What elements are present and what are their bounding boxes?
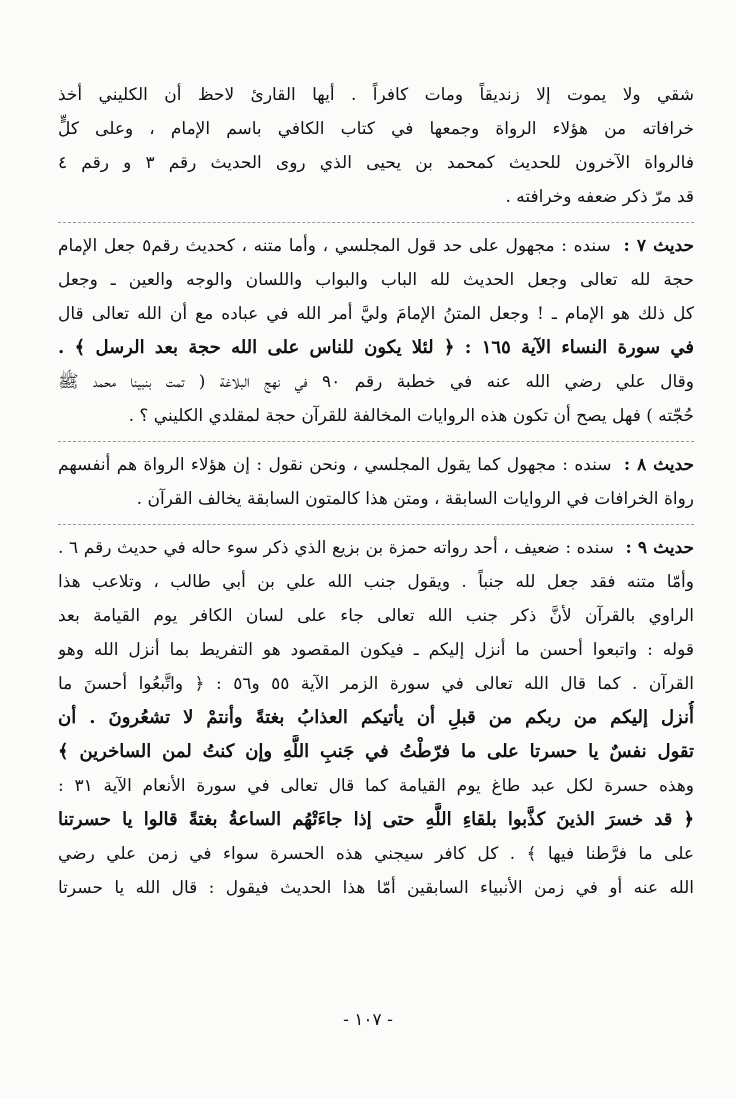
text-line: على ما فرَّطنا فيها ﴾ . كل كافر سيجني هذه الحسرة سواء في زمن علي رضي xyxy=(58,844,694,864)
section-divider xyxy=(58,441,694,442)
hadith-heading: حديث ٨ : xyxy=(623,455,694,475)
text-line: حجة لله تعالى وجعل الحديث لله الباب والبواب واللسان والوجه والعين ـ وجعل xyxy=(58,270,694,290)
text-line: سنده : مجهول كما يقول المجلسي ، ونحن نقول : إن هؤلاء الرواة هم أنفسهم xyxy=(58,455,612,475)
hadith-9-section xyxy=(58,531,694,905)
quran-verse-line: أُنزل إليكم من ربكم من قبلِ أن يأتيكم العذابُ بغتةً وأنتمْ لا تشعُرونَ . أن xyxy=(58,707,694,728)
text-line: كل ذلك هو الإمام ـ ! وجعل المتنُ الإمامَ وليَّ أمر الله في عباده مع أن الله تعالى قال xyxy=(58,304,694,324)
quran-verse-line: تقول نفسٌ يا حسرتا على ما فرّطْتُ في جَنبِ اللَّهِ وإن كنتُ لمن الساخرين ﴾ xyxy=(58,741,694,762)
hadith-heading: حديث ٩ : xyxy=(625,538,694,558)
section-divider xyxy=(58,524,694,525)
text-line: خرافاته من هؤلاء الرواة وجمعها في كتاب الكافي باسم الإمام ، وعلى كلٍّ xyxy=(58,119,694,139)
document-body xyxy=(58,78,694,905)
text-line: وقال علي رضي الله عنه في خطبة رقم ٩٠ في نهج البلاغة ( تمت بنبينا محمد ﷺ xyxy=(58,372,694,392)
text-line: القرآن . كما قال الله تعالى في سورة الزمر الآية ٥٥ و٥٦ : ﴿ واتَّبعُوا أحسنَ ما xyxy=(58,674,694,694)
text-line: رواة الخرافات في الروايات السابقة ، ومتن هذا كالمتون السابقة يخالف القرآن . xyxy=(136,489,694,509)
quran-verse-line: ﴿ قد خسرَ الذينَ كذَّبوا بلقاءِ اللَّهِ حتى إذا جاءَتْهُم الساعةُ بغتةً قالوا يا حسرتنا xyxy=(58,809,694,830)
intro-paragraph xyxy=(58,78,694,214)
text-line: شقي ولا يموت إلا زنديقاً ومات كافراً . أيها القارئ لاحظ أن الكليني أخذ xyxy=(58,85,694,105)
text-line: فالرواة الآخرون للحديث كمحمد بن يحيى الذي روى الحديث رقم ٣ و رقم ٤ xyxy=(58,153,694,173)
text-line: قوله : واتبعوا أحسن ما أنزل إليكم ـ فيكون المقصود هو التفريط بما أنزل الله وهو xyxy=(58,640,694,660)
page-number: - ١٠٧ - xyxy=(343,1010,393,1030)
text-line: قد مرّ ذكر ضعفه وخرافته . xyxy=(505,187,694,207)
text-line: حُجّته ) فهل يصح أن تكون هذه الروايات المخالفة للقرآن حجة لمقلدي الكليني ؟ . xyxy=(128,406,694,426)
text-line: الله عنه أو في زمن الأنبياء السابقين أمّا هذا الحديث فيقول : قال الله يا حسرتا xyxy=(58,878,694,898)
text-line: الراوي بالقرآن لأنَّ ذكر جنب الله تعالى جاء على لسان الكافر يوم القيامة بعد xyxy=(58,606,694,626)
hadith-7-section xyxy=(58,229,694,433)
text-line: سنده : مجهول على حد قول المجلسي ، وأما متنه ، كحديث رقم٥ جعل الإمام xyxy=(58,236,611,256)
text-line: سنده : ضعيف ، أحد رواته حمزة بن بزيع الذي ذكر سوء حاله في حديث رقم ٦ . xyxy=(58,538,614,558)
section-divider xyxy=(58,222,694,223)
text-line: وأمّا متنه فقد جعل لله جنباً . ويقول جنب الله علي بن أبي طالب ، وتلاعب هذا xyxy=(58,572,694,592)
quran-verse-line: في سورة النساء الآية ١٦٥ : ﴿ لئلا يكون للناس على الله حجة بعد الرسل ﴾ . xyxy=(58,337,694,358)
hadith-heading: حديث ٧ : xyxy=(623,236,694,256)
text-line: وهذه حسرة لكل عبد طاغ يوم القيامة كما قال تعالى في سورة الأنعام الآية ٣١ : xyxy=(58,776,694,796)
hadith-8-section xyxy=(58,448,694,516)
